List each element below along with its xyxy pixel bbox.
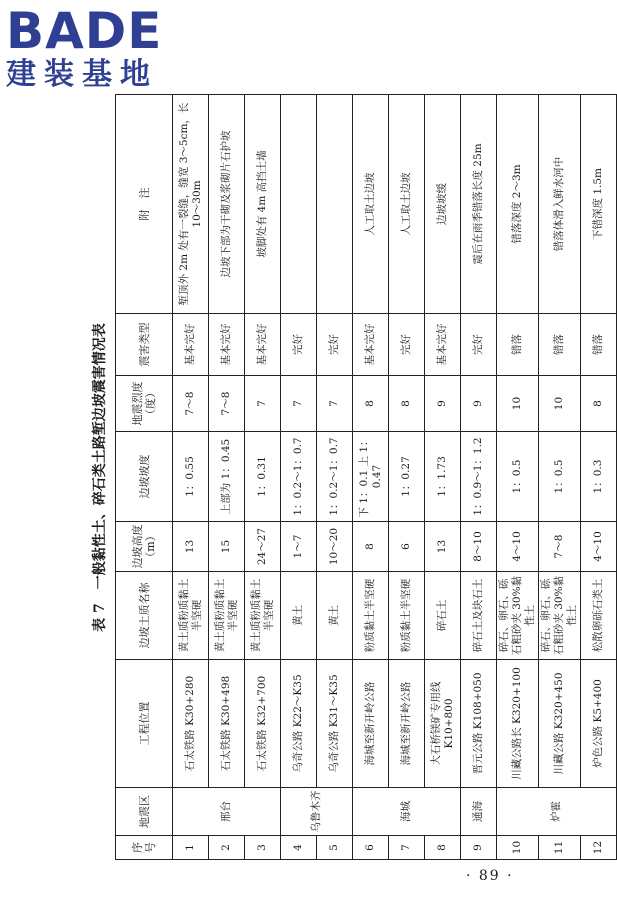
location-cell: 乌奇公路 K31～K35 [317, 660, 353, 788]
table-row [389, 95, 425, 860]
soil-cell: 碎石、卵石、砾石粗砂夹 30%黏性土 [539, 572, 581, 660]
intensity-cell: 7～8 [173, 376, 209, 432]
soil-cell: 黄土质粉质黏土半坚硬 [173, 572, 209, 660]
height-cell: 6 [389, 522, 425, 572]
row-number: 7 [389, 836, 425, 860]
height-cell: 10～20 [317, 522, 353, 572]
height-cell: 4～10 [497, 522, 539, 572]
location-cell: 川藏公路长 K320+100 [497, 660, 539, 788]
brand-logo [6, 4, 176, 96]
soil-cell: 粉质黏土半坚硬 [389, 572, 425, 660]
soil-cell: 黄土 [317, 572, 353, 660]
slope-cell: 1：0.9～1：1.2 [461, 432, 497, 522]
earthquake-damage-table [115, 94, 617, 860]
row-number: 11 [539, 836, 581, 860]
damage-cell: 基本完好 [245, 314, 281, 376]
header-cell: 边坡高度（m） [116, 522, 173, 572]
note-cell: 边坡坡缓 [425, 95, 461, 314]
location-cell: 石太铁路 K30+498 [209, 660, 245, 788]
damage-cell: 基本完好 [173, 314, 209, 376]
row-number: 6 [353, 836, 389, 860]
zone-cell: 通海 [461, 788, 497, 836]
header-cell: 序号 [116, 836, 173, 860]
slope-cell: 上部为 1：0.45 [209, 432, 245, 522]
note-cell: 堑顶外 2m 处有一裂缝，缝宽 3～5cm，长 10～30m [173, 95, 209, 314]
page-number: · 89 · [466, 868, 514, 884]
header-cell: 工程位置 [116, 660, 173, 788]
height-cell: 8～10 [461, 522, 497, 572]
table-row [425, 95, 461, 860]
damage-cell: 基本完好 [425, 314, 461, 376]
soil-cell: 黄土 [281, 572, 317, 660]
note-cell [281, 95, 317, 314]
note-cell [317, 95, 353, 314]
location-cell: 乌奇公路 K22～K35 [281, 660, 317, 788]
table-row [497, 95, 539, 860]
damage-cell: 完好 [461, 314, 497, 376]
soil-cell: 黄土质粉质黏土半坚硬 [209, 572, 245, 660]
location-cell: 海城至新开岭公路 [389, 660, 425, 788]
slope-cell: 下 1：0.1 上 1：0.47 [353, 432, 389, 522]
height-cell: 7～8 [539, 522, 581, 572]
table-row [245, 95, 281, 860]
header-cell: 震害类型 [116, 314, 173, 376]
slope-cell: 1：0.27 [389, 432, 425, 522]
height-cell: 13 [173, 522, 209, 572]
header-cell: 附 注 [116, 95, 173, 314]
note-cell: 错落深度 2～3m [497, 95, 539, 314]
location-cell: 大石桥镁矿专用线 K10+800 [425, 660, 461, 788]
note-cell: 坡脚处有 4m 高挡土墙 [245, 95, 281, 314]
zone-cell: 炉霍 [497, 788, 617, 836]
row-number: 3 [245, 836, 281, 860]
note-cell: 人工取土边坡 [353, 95, 389, 314]
zone-cell: 乌鲁木齐 [281, 788, 353, 836]
logo-subtitle: 建装基地 [6, 57, 158, 92]
location-cell: 晋元公路 K108+050 [461, 660, 497, 788]
intensity-cell: 7～8 [209, 376, 245, 432]
header-cell: 地震区 [116, 788, 173, 836]
row-number: 8 [425, 836, 461, 860]
header-cell: 地震烈度（度） [116, 376, 173, 432]
row-number: 5 [317, 836, 353, 860]
slope-cell: 1：0.31 [245, 432, 281, 522]
damage-cell: 错落 [539, 314, 581, 376]
height-cell: 24～27 [245, 522, 281, 572]
height-cell: 4～10 [581, 522, 617, 572]
intensity-cell: 10 [497, 376, 539, 432]
height-cell: 15 [209, 522, 245, 572]
table-row [317, 95, 353, 860]
row-number: 10 [497, 836, 539, 860]
table-row [209, 95, 245, 860]
damage-cell: 基本完好 [353, 314, 389, 376]
intensity-cell: 7 [245, 376, 281, 432]
row-number: 12 [581, 836, 617, 860]
note-cell: 人工取土边坡 [389, 95, 425, 314]
intensity-cell: 10 [539, 376, 581, 432]
slope-cell: 1：0.3 [581, 432, 617, 522]
soil-cell: 碎石土及块石土 [461, 572, 497, 660]
note-cell: 下错深度 1.5m [581, 95, 617, 314]
slope-cell: 1：1.73 [425, 432, 461, 522]
zone-cell: 邢台 [173, 788, 281, 836]
damage-cell: 完好 [281, 314, 317, 376]
slope-cell: 1：0.55 [173, 432, 209, 522]
header-cell: 边坡土质名称 [116, 572, 173, 660]
note-cell: 震后在雨季错落长度 25m [461, 95, 497, 314]
height-cell: 13 [425, 522, 461, 572]
slope-cell: 1：0.5 [539, 432, 581, 522]
location-cell: 石太铁路 K32+700 [245, 660, 281, 788]
soil-cell: 黄土质粉质黏土半坚硬 [245, 572, 281, 660]
soil-cell: 碎石、卵石、砾石粗砂夹 30%黏性土 [497, 572, 539, 660]
table-row [353, 95, 389, 860]
intensity-cell: 8 [353, 376, 389, 432]
table-row [281, 95, 317, 860]
slope-cell: 1：0.2～1：0.7 [281, 432, 317, 522]
intensity-cell: 8 [581, 376, 617, 432]
table-header-row [116, 95, 173, 860]
table-row [581, 95, 617, 860]
table-row [461, 95, 497, 860]
location-cell: 川藏公路 K320+450 [539, 660, 581, 788]
rotated-page-content [85, 95, 604, 860]
intensity-cell: 7 [281, 376, 317, 432]
damage-cell: 完好 [389, 314, 425, 376]
intensity-cell: 8 [389, 376, 425, 432]
note-cell: 错落体滑入鲜水河中 [539, 95, 581, 314]
zone-cell: 海城 [353, 788, 461, 836]
slope-cell: 1：0.5 [497, 432, 539, 522]
soil-cell: 碎石土 [425, 572, 461, 660]
row-number: 4 [281, 836, 317, 860]
header-cell: 边坡坡度 [116, 432, 173, 522]
row-number: 9 [461, 836, 497, 860]
note-cell: 边坡下部为干砌及浆砌片石护坡 [209, 95, 245, 314]
location-cell: 石太铁路 K30+280 [173, 660, 209, 788]
soil-cell: 松散卵砾石类土 [581, 572, 617, 660]
intensity-cell: 9 [425, 376, 461, 432]
intensity-cell: 7 [317, 376, 353, 432]
damage-cell: 错落 [581, 314, 617, 376]
table-row [173, 95, 209, 860]
damage-cell: 基本完好 [209, 314, 245, 376]
height-cell: 8 [353, 522, 389, 572]
row-number: 2 [209, 836, 245, 860]
row-number: 1 [173, 836, 209, 860]
table-title: 表 7 一般黏性土、碎石类土路堑边坡震害情况表 [92, 323, 108, 632]
table-row [539, 95, 581, 860]
damage-cell: 错落 [497, 314, 539, 376]
height-cell: 1～7 [281, 522, 317, 572]
location-cell: 海城至新开岭公路 [353, 660, 389, 788]
damage-cell: 完好 [317, 314, 353, 376]
logo-wordmark: BADE [6, 2, 163, 60]
location-cell: 炉色公路 K5+400 [581, 660, 617, 788]
slope-cell: 1：0.2～1：0.7 [317, 432, 353, 522]
intensity-cell: 9 [461, 376, 497, 432]
soil-cell: 粉质黏土半坚硬 [353, 572, 389, 660]
